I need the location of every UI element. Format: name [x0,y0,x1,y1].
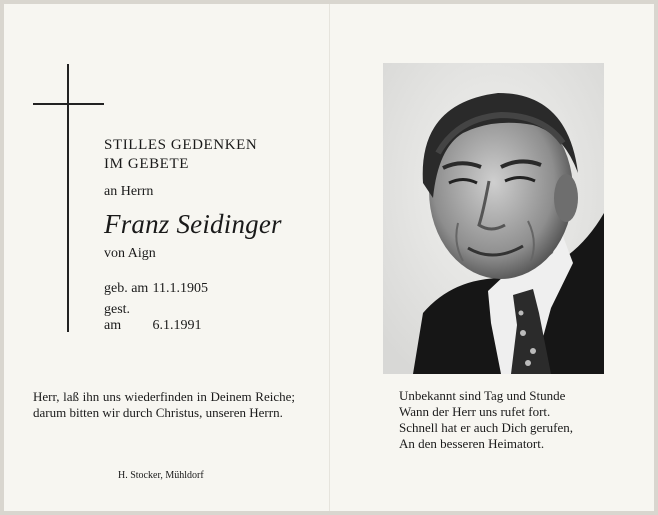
salutation: an Herrn [104,184,154,199]
heading-line-1: STILLES GEDENKEN [104,137,258,153]
heading-line-2: IM GEBETE [104,156,189,172]
poem [399,388,573,452]
printer-credit: H. Stocker, Mühldorf [118,470,204,481]
poem-line-2: Wann der Herr uns rufet fort. [399,404,551,419]
death-date-row [104,302,202,334]
poem-line-3: Schnell hat er auch Dich gerufen, [399,420,573,435]
deceased-name: Franz Seidinger [104,209,282,239]
origin: von Aign [104,246,156,261]
poem-line-1: Unbekannt sind Tag und Stunde [399,388,566,403]
heading [104,136,257,174]
birth-label: geb. am [104,281,149,296]
cross-icon-horizontal [33,103,104,105]
prayer-text: Herr, laß ihn uns wiederfinden in Deinem Reiche; darum bitten wir durch Christus, unseren Herrn. [33,389,295,420]
death-date: 6.1.1991 [152,318,202,333]
birth-date-row [104,281,208,297]
card-fold-line [329,4,330,511]
birth-date: 11.1.1905 [152,281,208,296]
death-label: gest. am [104,302,131,333]
portrait-image [383,63,604,374]
portrait-photo [383,63,604,374]
poem-line-4: An den besseren Heimatort. [399,436,545,451]
